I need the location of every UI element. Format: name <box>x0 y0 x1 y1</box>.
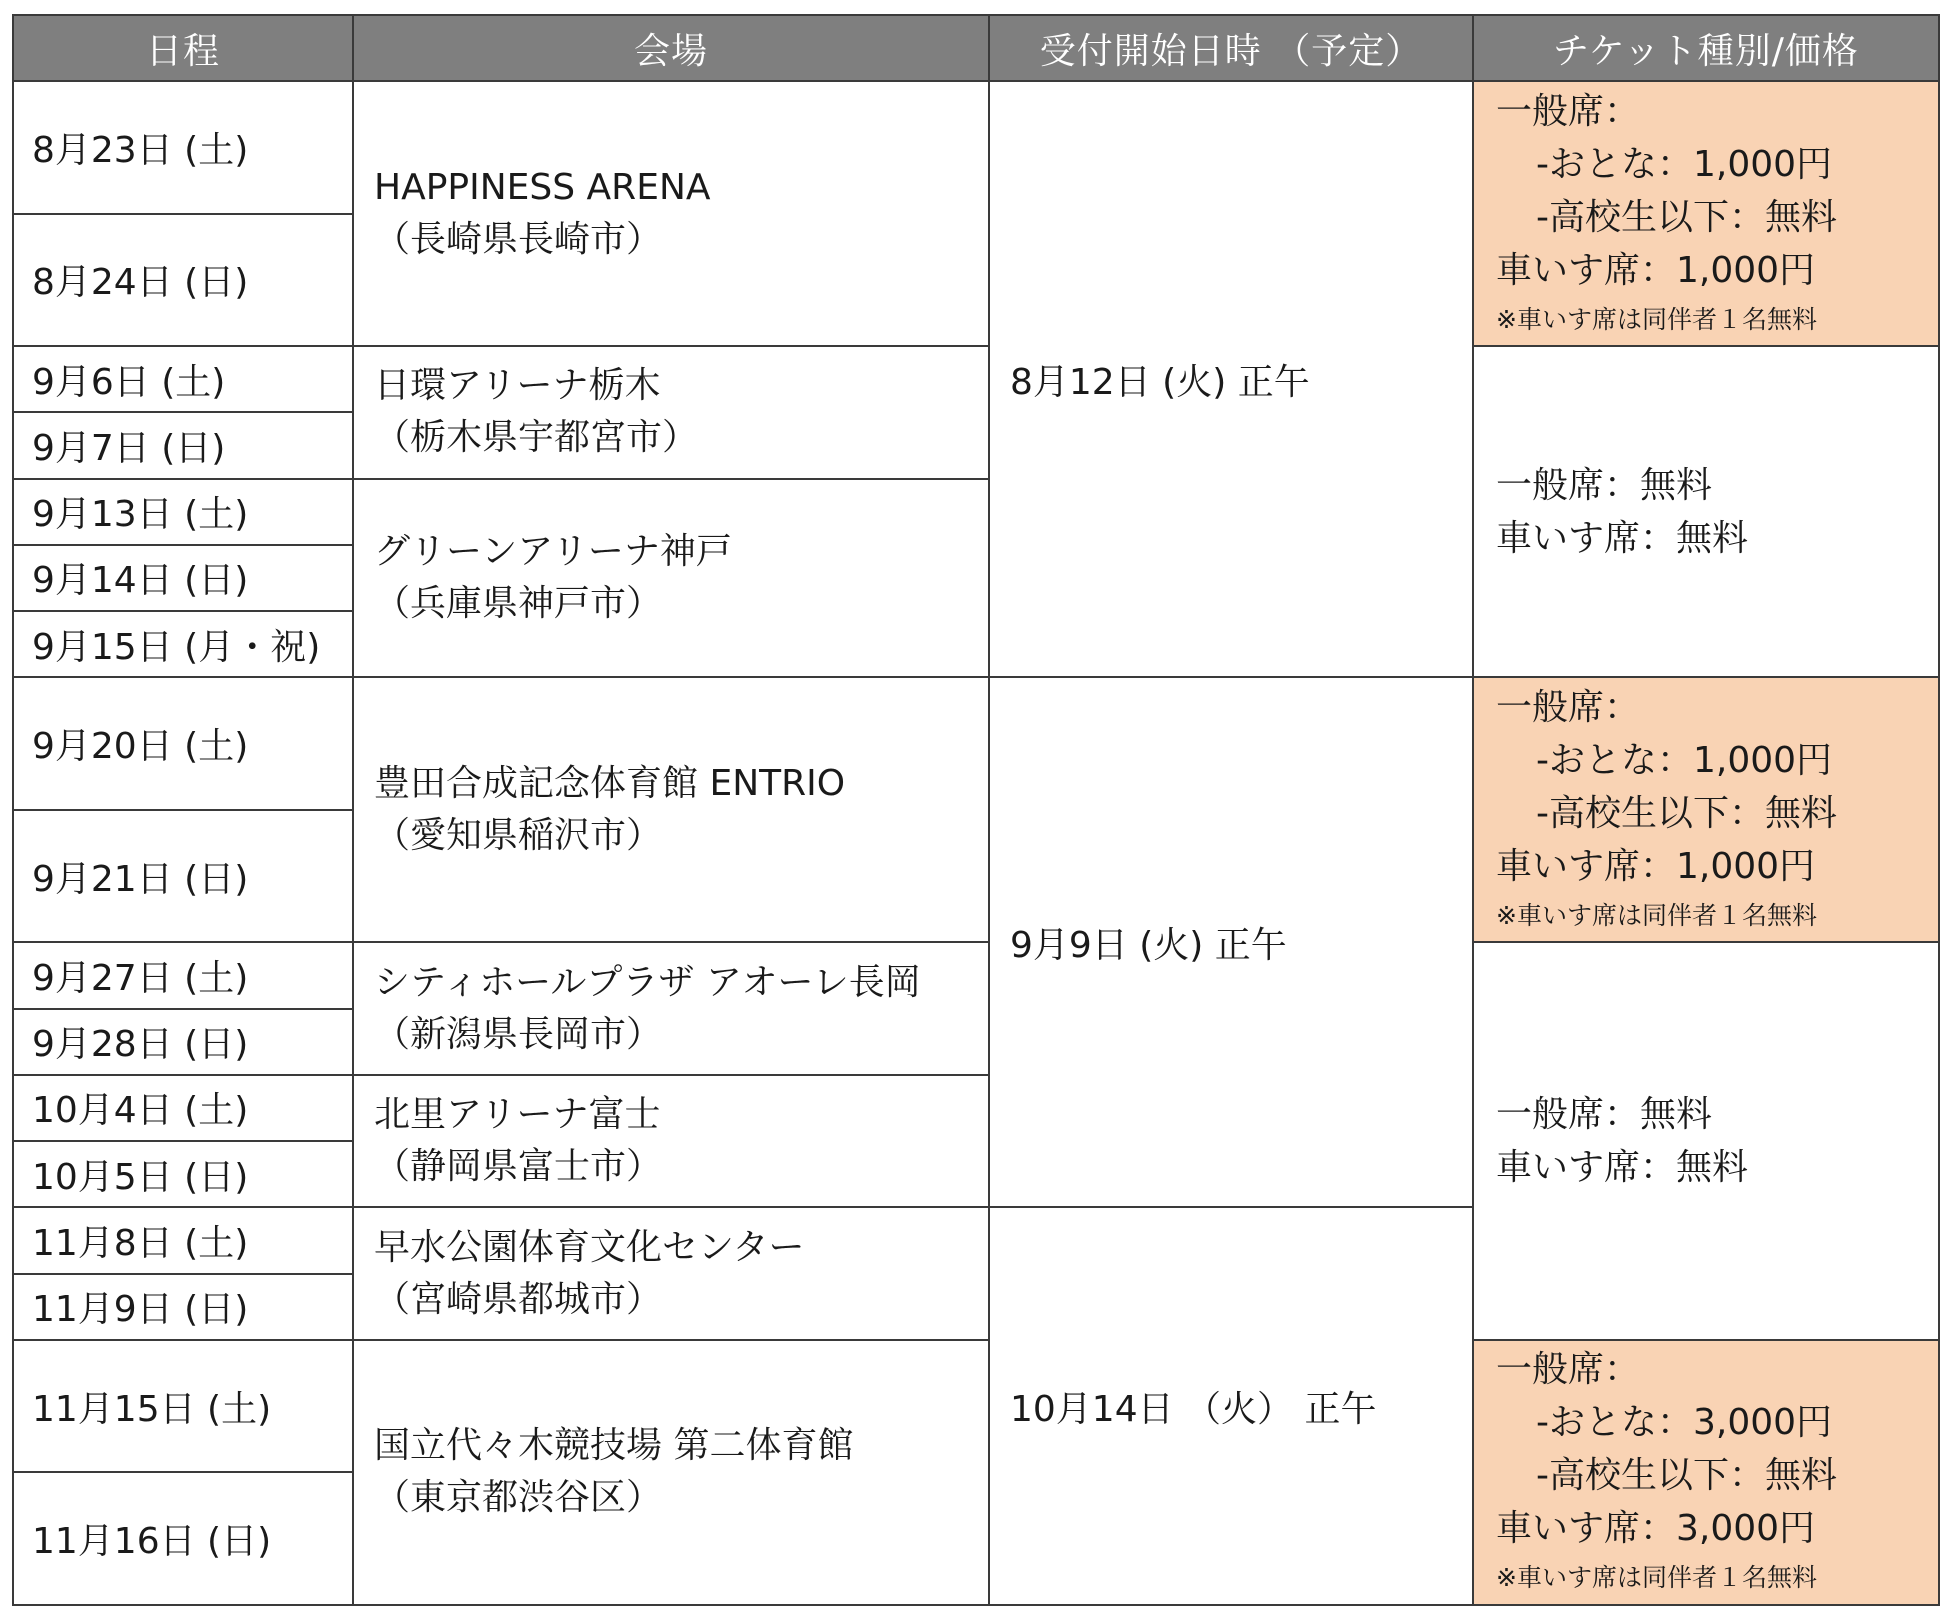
venue-cell <box>353 346 989 479</box>
header-date: 日程 <box>13 15 353 81</box>
price-youth: -高校生以下：無料 <box>1536 792 1837 834</box>
price-general: 一般席：無料 <box>1496 1094 1713 1136</box>
venue-cell <box>353 1340 989 1605</box>
price-adult: -おとな：1,000円 <box>1536 143 1833 185</box>
date-cell: 11月9日 (日) <box>13 1274 353 1340</box>
price-wheelchair: 車いす席：1,000円 <box>1496 845 1816 887</box>
header-ticket-price: チケット種別/価格 <box>1473 15 1939 81</box>
date-cell: 11月15日 (土) <box>13 1340 353 1473</box>
venue-location: （静岡県富士市） <box>374 1146 663 1188</box>
venue-cell <box>353 1075 989 1208</box>
open-date-cell: 9月9日 (火) 正午 <box>989 677 1473 1207</box>
header-venue: 会場 <box>353 15 989 81</box>
price-wheelchair: 車いす席：1,000円 <box>1496 249 1816 291</box>
venue-location: （東京都渋谷区） <box>374 1477 663 1519</box>
price-cell <box>1473 81 1939 346</box>
price-wheelchair: 車いす席：3,000円 <box>1496 1508 1816 1550</box>
price-cell <box>1473 677 1939 942</box>
open-date-cell: 10月14日 （火） 正午 <box>989 1207 1473 1605</box>
venue-name: 早水公園体育文化センター <box>374 1226 805 1268</box>
price-cell <box>1473 1340 1939 1605</box>
date-cell: 10月5日 (日) <box>13 1141 353 1207</box>
venue-name: HAPPINESS ARENA <box>374 166 711 208</box>
venue-name: 日環アリーナ栃木 <box>374 365 661 407</box>
venue-name: 国立代々木競技場 第二体育館 <box>374 1425 854 1467</box>
open-date-cell: 8月12日 (火) 正午 <box>989 81 1473 677</box>
table-row <box>13 1340 1939 1473</box>
table-row <box>13 677 1939 810</box>
header-open-date: 受付開始日時 （予定） <box>989 15 1473 81</box>
price-wheelchair: 車いす席：無料 <box>1496 517 1749 559</box>
venue-name: シティホールプラザ アオーレ長岡 <box>374 961 921 1003</box>
price-general: 一般席：無料 <box>1496 464 1713 506</box>
venue-name: グリーンアリーナ神戸 <box>374 530 732 572</box>
venue-location: （兵庫県神戸市） <box>374 582 663 624</box>
price-note: ※車いす席は同伴者１名無料 <box>1496 304 1817 334</box>
date-cell: 9月14日 (日) <box>13 545 353 611</box>
price-general: 一般席： <box>1496 1349 1641 1391</box>
price-note: ※車いす席は同伴者１名無料 <box>1496 900 1817 930</box>
venue-cell <box>353 677 989 942</box>
price-note: ※車いす席は同伴者１名無料 <box>1496 1563 1817 1593</box>
date-cell: 9月27日 (土) <box>13 942 353 1008</box>
date-cell: 9月28日 (日) <box>13 1009 353 1075</box>
date-cell: 9月15日 (月・祝) <box>13 611 353 677</box>
price-youth: -高校生以下：無料 <box>1536 1455 1837 1497</box>
date-cell: 9月20日 (土) <box>13 677 353 810</box>
price-youth: -高校生以下：無料 <box>1536 196 1837 238</box>
table-row <box>13 346 1939 412</box>
date-cell: 9月6日 (土) <box>13 346 353 412</box>
date-cell: 9月13日 (土) <box>13 479 353 545</box>
venue-cell <box>353 1207 989 1340</box>
price-general: 一般席： <box>1496 686 1641 728</box>
venue-location: （長崎県長崎市） <box>374 218 663 260</box>
venue-location: （栃木県宇都宮市） <box>374 417 699 459</box>
venue-cell <box>353 81 989 346</box>
schedule-table <box>12 14 1940 1606</box>
price-cell <box>1473 346 1939 677</box>
date-cell: 11月16日 (日) <box>13 1472 353 1605</box>
venue-cell <box>353 942 989 1075</box>
venue-location: （愛知県稲沢市） <box>374 814 663 856</box>
price-adult: -おとな：3,000円 <box>1536 1402 1833 1444</box>
header-row <box>13 15 1939 81</box>
venue-location: （宮崎県都城市） <box>374 1278 663 1320</box>
date-cell: 10月4日 (土) <box>13 1075 353 1141</box>
table-row <box>13 942 1939 1008</box>
date-cell: 11月8日 (土) <box>13 1207 353 1273</box>
date-cell: 9月21日 (日) <box>13 810 353 943</box>
price-general: 一般席： <box>1496 90 1641 132</box>
table-row <box>13 81 1939 214</box>
date-cell: 8月24日 (日) <box>13 214 353 347</box>
venue-name: 北里アリーナ富士 <box>374 1094 661 1136</box>
price-wheelchair: 車いす席：無料 <box>1496 1147 1749 1189</box>
venue-location: （新潟県長岡市） <box>374 1013 663 1055</box>
venue-cell <box>353 479 989 678</box>
venue-name: 豊田合成記念体育館 ENTRIO <box>374 762 846 804</box>
date-cell: 8月23日 (土) <box>13 81 353 214</box>
price-adult: -おとな：1,000円 <box>1536 739 1833 781</box>
date-cell: 9月7日 (日) <box>13 412 353 478</box>
price-cell <box>1473 942 1939 1340</box>
